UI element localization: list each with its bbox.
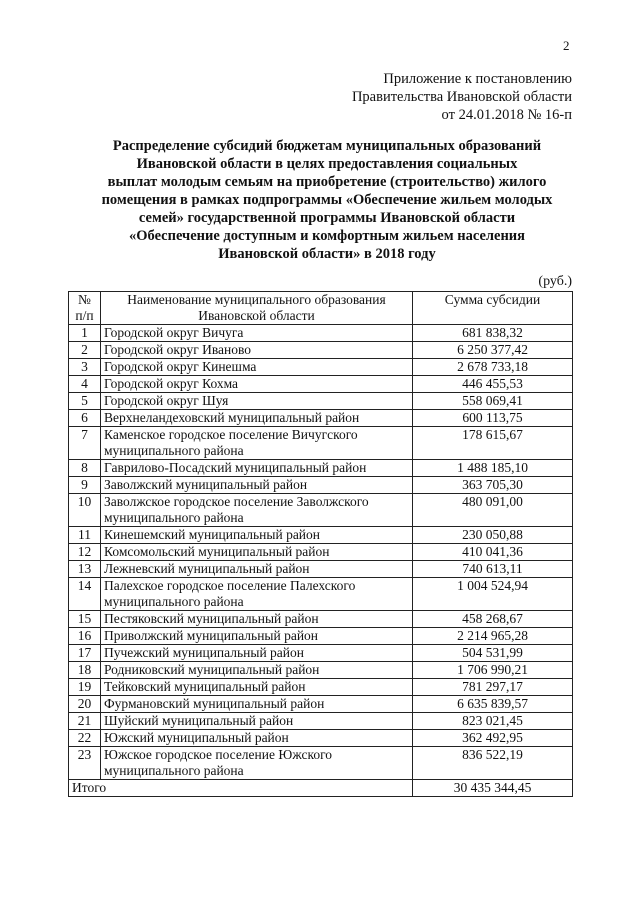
title-line: Распределение субсидий бюджетам муниципальных образований	[112, 138, 542, 154]
row-sum: 446 455,53	[413, 376, 573, 393]
title-line: выплат молодым семьям на приобретение (строительство) жилого	[107, 174, 547, 190]
row-sum: 1 488 185,10	[413, 460, 573, 477]
row-number: 15	[69, 611, 101, 628]
appendix-line: Приложение к постановлению	[383, 71, 572, 87]
total-sum: 30 435 344,45	[413, 780, 573, 797]
table-header-row	[69, 292, 573, 325]
row-name: Кинешемский муниципальный район	[101, 527, 413, 544]
row-sum: 1 004 524,94	[413, 578, 573, 611]
row-name: Городской округ Иваново	[101, 342, 413, 359]
table-row	[69, 544, 573, 561]
row-number: 14	[69, 578, 101, 611]
row-number: 23	[69, 747, 101, 780]
row-sum: 6 635 839,57	[413, 696, 573, 713]
row-number: 21	[69, 713, 101, 730]
row-name: Палехское городское поселение Палехского муниципального района	[101, 578, 413, 611]
row-sum: 362 492,95	[413, 730, 573, 747]
row-name: Заволжский муниципальный район	[101, 477, 413, 494]
row-number: 22	[69, 730, 101, 747]
header-number: № п/п	[69, 292, 101, 325]
row-number: 18	[69, 662, 101, 679]
table-row	[69, 376, 573, 393]
title-line: Ивановской области» в 2018 году	[218, 246, 436, 262]
title-line: помещения в рамках подпрограммы «Обеспечение жильем молодых	[101, 192, 553, 208]
row-sum: 504 531,99	[413, 645, 573, 662]
table-row	[69, 410, 573, 427]
row-sum: 1 706 990,21	[413, 662, 573, 679]
row-sum: 558 069,41	[413, 393, 573, 410]
row-sum: 410 041,36	[413, 544, 573, 561]
title-line: «Обеспечение доступным и комфортным жильем населения	[128, 228, 526, 244]
row-number: 3	[69, 359, 101, 376]
row-name: Городской округ Кинешма	[101, 359, 413, 376]
table-row	[69, 696, 573, 713]
appendix-line: Правительства Ивановской области	[351, 89, 572, 105]
page-number: 2	[563, 38, 570, 53]
table-row	[69, 477, 573, 494]
appendix-header	[352, 70, 572, 124]
table-row	[69, 427, 573, 460]
row-number: 1	[69, 325, 101, 342]
row-name: Приволжский муниципальный район	[101, 628, 413, 645]
row-sum: 178 615,67	[413, 427, 573, 460]
row-sum: 681 838,32	[413, 325, 573, 342]
row-number: 8	[69, 460, 101, 477]
row-name: Тейковский муниципальный район	[101, 679, 413, 696]
row-number: 12	[69, 544, 101, 561]
row-sum: 480 091,00	[413, 494, 573, 527]
header-name: Наименование муниципального образования Ивановской области	[101, 292, 413, 325]
total-label: Итого	[69, 780, 413, 797]
table-row	[69, 747, 573, 780]
row-number: 19	[69, 679, 101, 696]
table-row	[69, 611, 573, 628]
table-row	[69, 393, 573, 410]
title-line: Ивановской области в целях предоставления социальных	[136, 156, 518, 172]
currency-unit: (руб.)	[538, 274, 572, 289]
document-title	[70, 137, 584, 263]
title-line: семей» государственной программы Ивановской области	[138, 210, 516, 226]
row-sum: 2 214 965,28	[413, 628, 573, 645]
row-number: 16	[69, 628, 101, 645]
row-sum: 6 250 377,42	[413, 342, 573, 359]
total-row	[69, 780, 573, 797]
row-name: Родниковский муниципальный район	[101, 662, 413, 679]
row-sum: 781 297,17	[413, 679, 573, 696]
row-name: Шуйский муниципальный район	[101, 713, 413, 730]
row-number: 5	[69, 393, 101, 410]
header-sum: Сумма субсидии	[413, 292, 573, 325]
row-sum: 363 705,30	[413, 477, 573, 494]
table-row	[69, 325, 573, 342]
row-name: Гаврилово-Посадский муниципальный район	[101, 460, 413, 477]
table-row	[69, 645, 573, 662]
row-number: 11	[69, 527, 101, 544]
table-row	[69, 561, 573, 578]
row-number: 17	[69, 645, 101, 662]
row-name: Южский муниципальный район	[101, 730, 413, 747]
row-sum: 600 113,75	[413, 410, 573, 427]
row-number: 10	[69, 494, 101, 527]
row-name: Городской округ Вичуга	[101, 325, 413, 342]
row-number: 2	[69, 342, 101, 359]
row-sum: 2 678 733,18	[413, 359, 573, 376]
row-number: 7	[69, 427, 101, 460]
row-name: Каменское городское поселение Вичугского муниципального района	[101, 427, 413, 460]
table-row	[69, 578, 573, 611]
row-number: 20	[69, 696, 101, 713]
table-row	[69, 359, 573, 376]
table-row	[69, 662, 573, 679]
row-name: Заволжское городское поселение Заволжского муниципального района	[101, 494, 413, 527]
row-number: 13	[69, 561, 101, 578]
table-row	[69, 527, 573, 544]
row-name: Лежневский муниципальный район	[101, 561, 413, 578]
row-name: Городской округ Кохма	[101, 376, 413, 393]
table-row	[69, 679, 573, 696]
table-row	[69, 628, 573, 645]
row-sum: 458 268,67	[413, 611, 573, 628]
row-name: Комсомольский муниципальный район	[101, 544, 413, 561]
table-row	[69, 713, 573, 730]
row-sum: 230 050,88	[413, 527, 573, 544]
table-row	[69, 460, 573, 477]
row-name: Южское городское поселение Южского муниципального района	[101, 747, 413, 780]
row-name: Городской округ Шуя	[101, 393, 413, 410]
row-sum: 740 613,11	[413, 561, 573, 578]
row-name: Пучежский муниципальный район	[101, 645, 413, 662]
row-name: Пестяковский муниципальный район	[101, 611, 413, 628]
table-row	[69, 342, 573, 359]
row-number: 4	[69, 376, 101, 393]
table-row	[69, 730, 573, 747]
subsidy-table	[68, 291, 573, 797]
row-number: 9	[69, 477, 101, 494]
row-number: 6	[69, 410, 101, 427]
row-name: Фурмановский муниципальный район	[101, 696, 413, 713]
row-name: Верхнеландеховский муниципальный район	[101, 410, 413, 427]
appendix-line: от 24.01.2018 № 16-п	[441, 107, 572, 123]
row-sum: 823 021,45	[413, 713, 573, 730]
row-sum: 836 522,19	[413, 747, 573, 780]
table-row	[69, 494, 573, 527]
